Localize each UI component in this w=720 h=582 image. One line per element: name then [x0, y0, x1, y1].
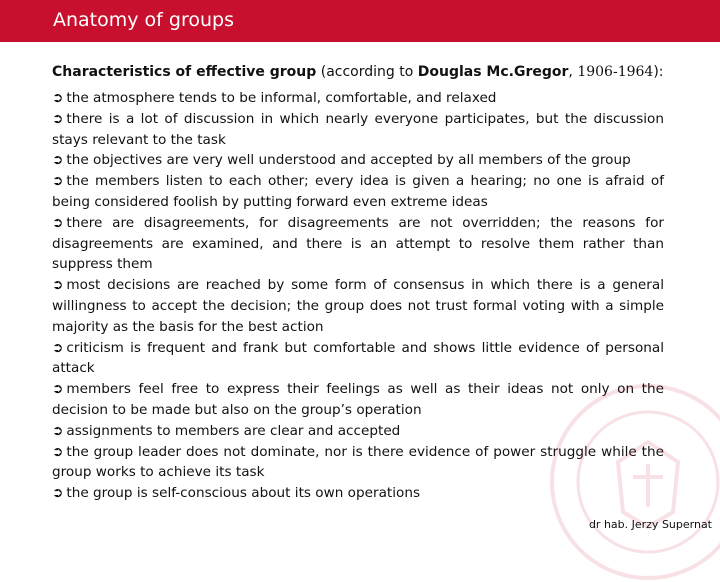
right-arrow-icon: ➲: [52, 277, 64, 294]
right-arrow-icon: ➲: [52, 152, 64, 169]
list-item: [52, 150, 664, 171]
list-item-text: there are disagreements, for disagreements are not overridden; the reasons for disagreements are examined, and there is an attempt to resolve them rather than suppress them: [52, 214, 664, 273]
right-arrow-icon: ➲: [52, 422, 64, 439]
list-item-text: criticism is frequent and frank but comfortable and shows little evidence of personal attack: [52, 339, 664, 377]
list-item-text: the objectives are very well understood and accepted by all members of the group: [66, 152, 631, 169]
heading-bold-text: Characteristics of effective group: [52, 64, 317, 80]
footer-author: dr hab. Jerzy Supernat: [588, 518, 712, 531]
heading-years: 1906-1964: [577, 64, 654, 80]
right-arrow-icon: ➲: [52, 381, 64, 398]
slide-heading: [52, 63, 672, 81]
list-item: [52, 338, 664, 380]
heading-text: (according to: [316, 64, 418, 80]
list-item: [52, 109, 664, 151]
title-bar: [0, 0, 720, 42]
list-item-text: the group is self-conscious about its own operations: [66, 485, 421, 502]
list-item: [52, 213, 664, 275]
right-arrow-icon: ➲: [52, 485, 64, 502]
list-item: [52, 275, 664, 337]
right-arrow-icon: ➲: [52, 214, 64, 231]
heading-text-2: ,: [568, 64, 578, 80]
heading-text-3: ):: [653, 64, 664, 80]
right-arrow-icon: ➲: [52, 339, 64, 356]
list-item-text: most decisions are reached by some form of consensus in which there is a general willingness to accept the decision; the group does not trust formal voting with a simple majority as the basis for the best action: [52, 277, 664, 335]
right-arrow-icon: ➲: [52, 443, 64, 460]
list-item: [52, 171, 664, 213]
list-item-text: the members listen to each other; every idea is given a hearing; no one is afraid of being considered foolish by putting forward even extreme ideas: [52, 173, 664, 210]
right-arrow-icon: ➲: [52, 110, 64, 127]
list-item-text: assignments to members are clear and accepted: [66, 422, 401, 439]
university-seal-watermark: [548, 382, 720, 582]
list-item-text: the atmosphere tends to be informal, comfortable, and relaxed: [66, 90, 497, 106]
right-arrow-icon: ➲: [52, 173, 64, 190]
list-item: [52, 88, 664, 109]
list-item-text: there is a lot of discussion in which nearly everyone participates, but the discussion stays relevant to the task: [52, 110, 664, 148]
slide-title: Anatomy of groups: [53, 9, 234, 31]
right-arrow-icon: ➲: [52, 90, 64, 106]
list-item-text: the group leader does not dominate, nor is there evidence of power struggle while the group works to achieve its task: [52, 443, 664, 481]
list-item-text: members feel free to express their feelings as well as their ideas not only on the decision to be made but also on the group’s operation: [52, 381, 664, 418]
heading-author: Douglas Mc.Gregor: [417, 64, 569, 80]
